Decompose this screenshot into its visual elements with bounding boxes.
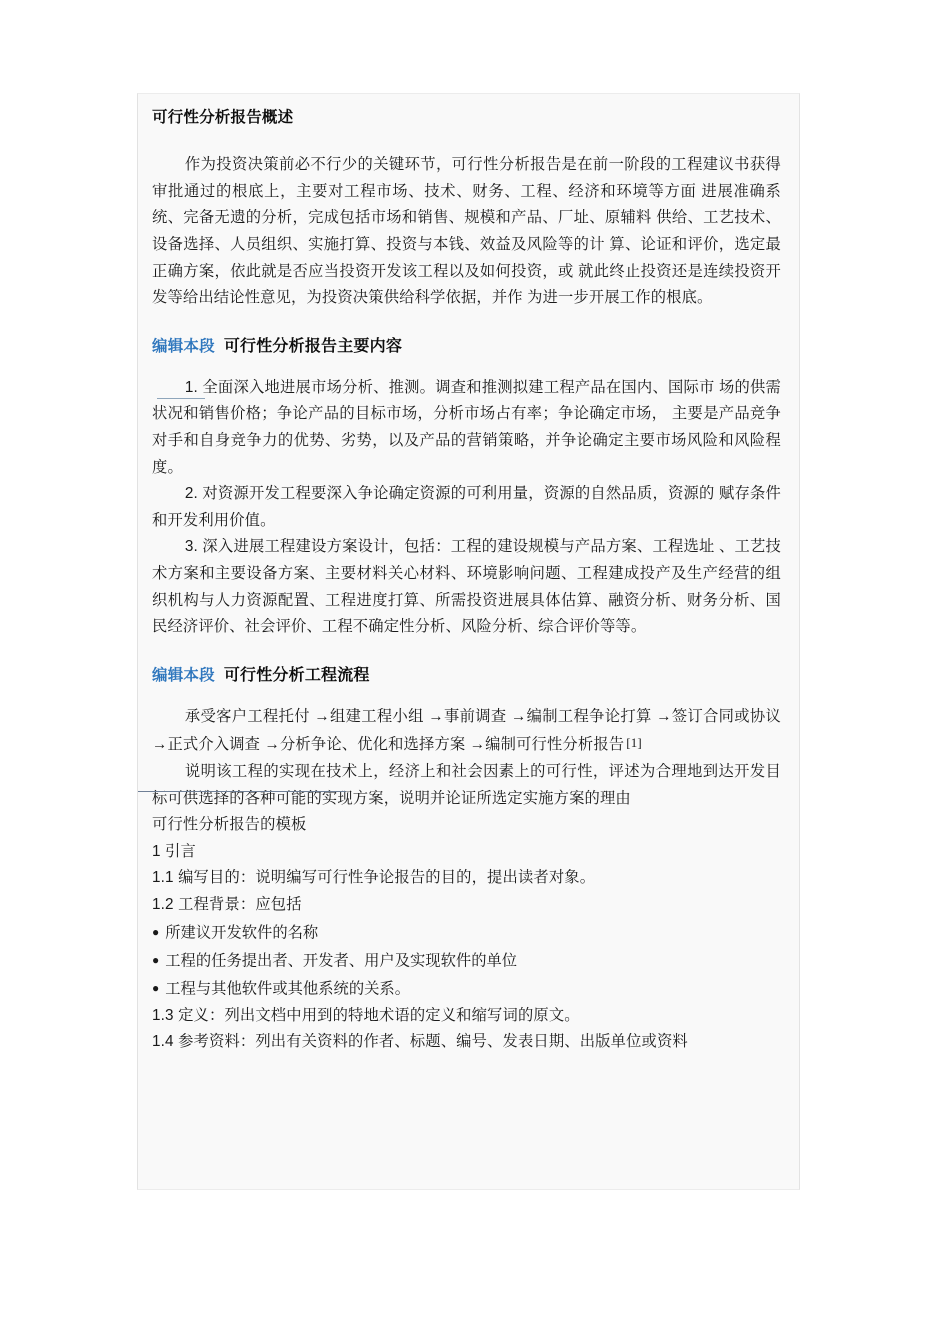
spacer [152, 312, 781, 335]
crossing-rule [138, 791, 346, 792]
explain-paragraph: 说明该工程的实现在技术上，经济上和社会因素上的可行性，评述为合理地到达开发目标可供选择的各种可能的实现方案，说明并论证所选定实施方案的理由 [152, 762, 781, 807]
edit-section-link[interactable]: 编辑本段 [152, 337, 215, 355]
bullet-dot-icon: ● [152, 924, 160, 939]
section-title: 可行性分析工程流程 [223, 666, 370, 684]
outline-item-label: 工程与其他软件或其他系统的关系。 [165, 980, 411, 998]
content-paragraph-2: 2. 对资源开发工程要深入争论确定资源的可利用量，资源的自然品质，资源的 赋存条件和开发利用价值。 [152, 485, 781, 529]
outline-numbered-item: 1 引言 [152, 842, 196, 860]
section-heading-main-content [152, 335, 781, 359]
template-title-line: 可行性分析报告的模板 [152, 816, 307, 834]
bullet-dot-icon: ● [152, 952, 160, 967]
content-paragraph-1: 1. 全面深入地进展市场分析、推测。调查和推测拟建工程产品在国内、国际市 场的供需状况和销售价格；争论产品的目标市场，分析市场占有率；争论确定市场， 主要是产品竞争对手和自身竞争力的优势、劣势，以及产品的营销策略，并争论确定主要市场风险和风险程度。 [152, 378, 781, 476]
spacer [152, 688, 781, 704]
spacer [152, 641, 781, 664]
outline-numbered-item: 1.1 编写目的：说明编写可行性争论报告的目的，提出读者对象。 [152, 869, 596, 887]
outline-numbered-item: 1.4 参考资料：列出有关资料的作者、标题、编号、发表日期、出版单位或资料 [152, 1033, 688, 1051]
outline-numbered-item: 1.2 工程背景：应包括 [152, 895, 302, 913]
template-outline-list [152, 839, 781, 1056]
section-title: 可行性分析报告主要内容 [223, 337, 403, 355]
page-title: 可行性分析报告概述 [152, 109, 294, 126]
outline-item-label: 所建议开发软件的名称 [165, 924, 319, 941]
flow-text: 承受客户工程托付 →组建工程小组 →事前调查 →编制工程争论打算 →签订合同或协议→正式介入调查 →分析争论、优化和选择方案 →编制可行性分析报告 [152, 707, 781, 754]
bullet-dot-icon: ● [152, 980, 160, 995]
spacer [152, 359, 781, 375]
content-inner [138, 94, 799, 1056]
outline-numbered-item: 1.3 定义：列出文档中用到的特地术语的定义和缩写词的原文。 [152, 1006, 580, 1024]
spacer [152, 129, 781, 152]
section-heading-process [152, 664, 781, 688]
flow-paragraph [152, 704, 781, 759]
edit-section-link[interactable]: 编辑本段 [152, 666, 215, 684]
overview-paragraph: 作为投资决策前必不行少的关键环节，可行性分析报告是在前一阶段的工程建议书获得审批通过的根底上，主要对工程市场、技术、财务、工程、经济和环境等方面 进展准确系统、完备无遗的分析，完成包括市场和销售、规模和产品、厂址、原辅料 供给、工艺技术、设备选择、人员组织、实施打算、投资与本钱、效益及风险等的计 算、论证和评价，选定最正确方案，依此就是否应当投资开发该工程以及如何投资，或 就此终止投资还是连续投资开发等给出结论性意见，为投资决策供给科学依据，并作 为进一步开展工作的根底。 [152, 156, 781, 307]
reference-marker[interactable]: [1] [626, 735, 642, 751]
outline-bullet-item [152, 919, 781, 947]
content-paragraph-3: 3. 深入进展工程建设方案设计，包括：工程的建设规模与产品方案、工程选址 、工艺技术方案和主要设备方案、主要材料关心材料、环境影响问题、工程建成投产及生产经营的组织机构与人力资源配置、工程进度打算、所需投资进展具体估算、融资分析、财务分析、国民经济评价、社会评价、工程不确定性分析、风险分析、综合评价等等。 [152, 538, 781, 636]
section-divider-rule [157, 398, 205, 399]
content-panel [137, 93, 800, 1190]
outline-bullet-item [152, 975, 781, 1003]
outline-bullet-item [152, 947, 781, 975]
outline-item-label: 工程的任务提出者、开发者、用户及实现软件的单位 [165, 952, 518, 970]
